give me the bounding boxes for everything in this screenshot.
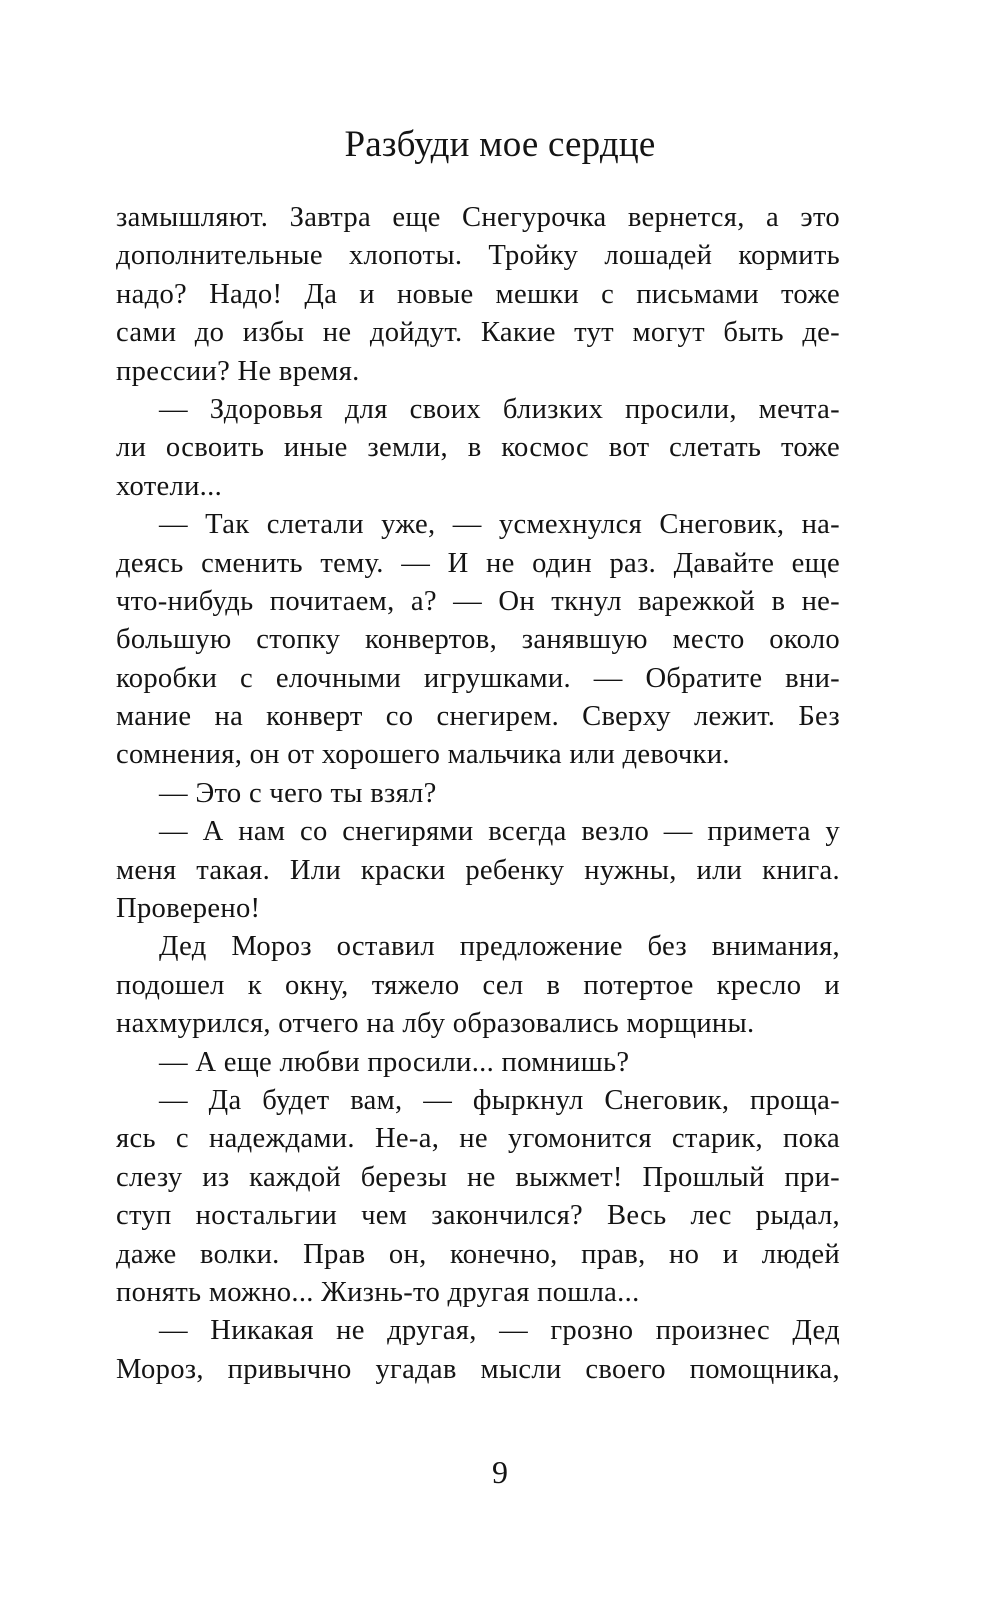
text-line: — Да будет вам, — фыркнул Снеговик, проща- [159, 1084, 840, 1116]
book-title: Разбуди мое сердце [344, 124, 656, 165]
running-header [0, 121, 1000, 169]
text-line: слезу из каждой березы не выжмет! Прошлый при- [116, 1161, 840, 1193]
text-line: что-нибудь почитаем, а? — Он ткнул варежкой в не- [116, 585, 840, 617]
text-line: дополнительные хлопоты. Тройку лошадей кормить [116, 240, 840, 272]
text-line: понять можно... Жизнь-то другая пошла... [116, 1276, 640, 1308]
page-body-text [116, 199, 840, 1389]
text-line: нахмурился, отчего на лбу образовались морщины. [116, 1008, 755, 1040]
text-line: подошел к окну, тяжело сел в потертое кресло и [116, 969, 840, 1001]
text-line: даже волки. Прав он, конечно, прав, но и людей [116, 1238, 840, 1270]
text-line: Дед Мороз оставил предложение без внимания, [159, 931, 840, 963]
text-line: — Здоровья для своих близких просили, мечта- [159, 393, 840, 425]
text-line: меня такая. Или краски ребенку нужны, или книга. [116, 854, 840, 886]
text-line: мание на конверт со снегирем. Сверху лежит. Без [116, 701, 840, 733]
text-line: сами до избы не дойдут. Какие тут могут быть де- [116, 317, 840, 349]
text-line: — А нам со снегирями всегда везло — примета у [159, 816, 840, 848]
text-line: — А еще любви просили... помнишь? [159, 1046, 630, 1078]
text-line: ступ ностальгии чем закончился? Весь лес рыдал, [116, 1200, 840, 1232]
text-line: ли освоить иные земли, в космос вот слетать тоже [116, 432, 840, 464]
text-line: сомнения, он от хорошего мальчика или девочки. [116, 739, 730, 771]
text-line: Проверено! [116, 893, 261, 925]
text-line: — Так слетали уже, — усмехнулся Снеговик, на- [159, 509, 840, 541]
text-line: замышляют. Завтра еще Снегурочка вернется, а это [116, 202, 840, 233]
text-line: прессии? Не время. [116, 355, 360, 387]
text-line: — Никакая не другая, — грозно произнес Дед [159, 1315, 840, 1347]
text-line: деясь сменить тему. — И не один раз. Давайте еще [116, 547, 840, 579]
text-line: коробки с елочными игрушками. — Обратите вни- [116, 662, 840, 694]
text-line: надо? Надо! Да и новые мешки с письмами тоже [116, 278, 840, 310]
text-line: Мороз, привычно угадав мысли своего помощника, [116, 1353, 840, 1385]
text-line: ясь с надеждами. Не-а, не угомонится старик, пока [116, 1123, 840, 1155]
text-line: большую стопку конвертов, занявшую место около [116, 624, 840, 656]
text-line: — Это с чего ты взял? [159, 777, 437, 809]
page-number: 9 [492, 1454, 508, 1490]
text-line: хотели... [116, 470, 223, 502]
